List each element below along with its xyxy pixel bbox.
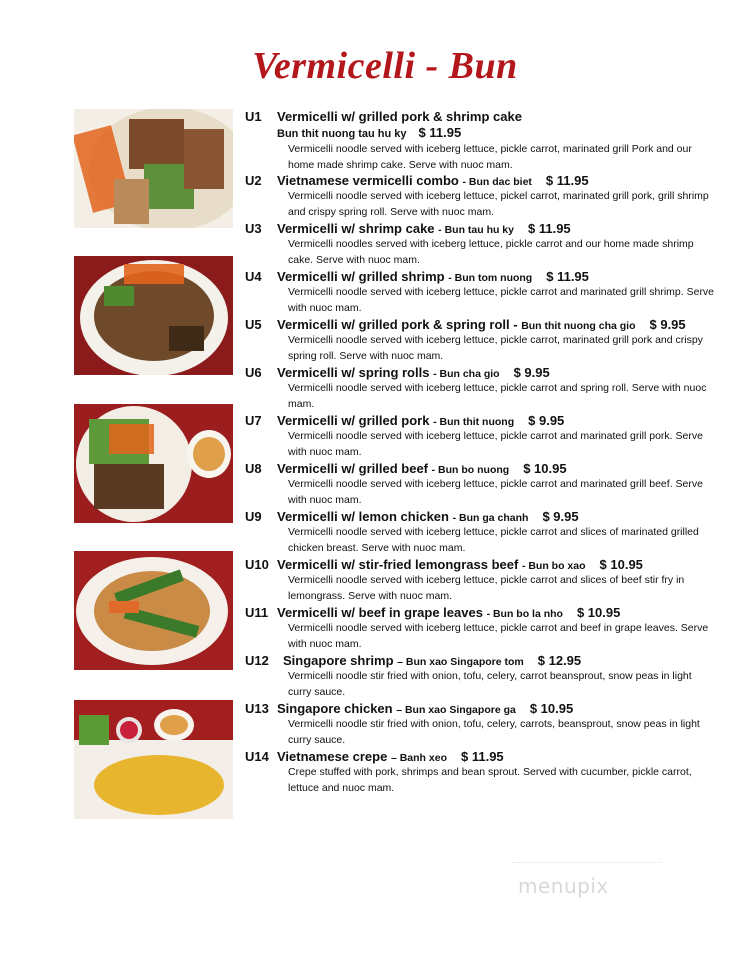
item-description: Vermicelli noodle served with iceberg lettuce, pickle carrot and marinated grill pork. Serve with nuoc mam. bbox=[288, 430, 703, 458]
item-code: U6 bbox=[245, 365, 262, 380]
item-name: Singapore shrimp bbox=[283, 653, 394, 668]
item-description: Vermicelli noodle served with iceberg lettuce, pickle carrot and marinated grill shrimp. Serve with nuoc mam. bbox=[288, 286, 715, 314]
item-name: Vermicelli w/ grilled shrimp bbox=[277, 269, 445, 284]
item-code: U12 bbox=[245, 653, 269, 668]
item-code: U3 bbox=[245, 221, 262, 236]
item-code: U7 bbox=[245, 413, 262, 428]
list-item bbox=[245, 317, 715, 365]
grilled-pork-bowl-photo bbox=[74, 404, 233, 523]
item-description: Vermicelli noodles served with iceberg lettuce, pickle carrot and our home made shrimp cake. Serve with nuoc mam. bbox=[288, 238, 694, 266]
item-description: Vermicelli noodle stir fried with onion, tofu, celery, carrot beansprout, snow peas in light curry sauce. bbox=[288, 670, 692, 698]
item-vietnamese-name: - Bun ga chanh bbox=[452, 512, 529, 524]
item-name: Vermicelli w/ stir-fried lemongrass beef bbox=[277, 557, 519, 572]
list-item bbox=[245, 221, 715, 269]
item-vietnamese-name: - Bun tau hu ky bbox=[438, 224, 514, 236]
item-code: U4 bbox=[245, 269, 262, 284]
item-name: Vermicelli w/ spring rolls bbox=[277, 365, 430, 380]
item-code: U14 bbox=[245, 749, 269, 764]
list-item bbox=[245, 653, 715, 701]
list-item bbox=[245, 269, 715, 317]
menupix-watermark: menupix bbox=[518, 874, 609, 898]
item-description: Vermicelli noodle served with iceberg lettuce, pickle carrot, marinated grill Pork and our home made shrimp cake. Serve with nuoc mam. bbox=[288, 143, 692, 171]
item-vietnamese-name: - Bun bo xao bbox=[521, 560, 586, 572]
list-item bbox=[245, 461, 715, 509]
item-name: Vermicelli w/ grilled pork & spring roll - bbox=[277, 317, 518, 332]
item-description: Vermicelli noodle served with iceberg lettuce, pickle carrot and beef in grape leaves. Serve with nuoc mam. bbox=[288, 622, 709, 650]
item-code: U13 bbox=[245, 701, 269, 716]
item-description: Vermicelli noodle served with iceberg lettuce, pickle carrot and slices of marinated grilled chicken breast. Serve with nuoc mam. bbox=[288, 526, 699, 554]
item-vietnamese-name: - Bun bo nuong bbox=[431, 464, 510, 476]
item-code: U10 bbox=[245, 557, 269, 572]
item-name: Vietnamese vermicelli combo bbox=[277, 173, 459, 188]
item-description: Vermicelli noodle served with iceberg lettuce, pickel carrot, marinated grill pork, grill shrimp and crispy spring roll. Serve with nuoc mam. bbox=[288, 190, 709, 218]
item-vietnamese-name: - Bun bo la nho bbox=[486, 608, 563, 620]
item-price: $ 11.95 bbox=[528, 221, 571, 236]
item-description: Vermicelli noodle served with iceberg lettuce, pickle carrot and marinated grill beef. Serve with nuoc mam. bbox=[288, 478, 703, 506]
watermark-divider bbox=[512, 862, 662, 863]
page-title: Vermicelli - Bun bbox=[252, 45, 518, 87]
item-description: Vermicelli noodle served with iceberg lettuce, pickle carrot, marinated grill pork and crispy spring roll. Serve with nuoc mam. bbox=[288, 334, 703, 362]
list-item bbox=[245, 749, 715, 797]
list-item bbox=[245, 605, 715, 653]
item-price: $ 10.95 bbox=[599, 557, 643, 572]
vietnamese-crepe-photo bbox=[74, 700, 233, 819]
list-item bbox=[245, 701, 715, 749]
list-item bbox=[245, 413, 715, 461]
item-name: Vermicelli w/ grilled pork & shrimp cake bbox=[277, 109, 522, 124]
menu-items bbox=[245, 109, 715, 797]
item-description: Vermicelli noodle stir fried with onion, tofu, celery, carrots, beansprout, snow peas in light curry sauce. bbox=[288, 718, 700, 746]
item-description: Vermicelli noodle served with iceberg lettuce, pickle carrot and spring roll. Serve with nuoc mam. bbox=[288, 382, 707, 410]
item-code: U9 bbox=[245, 509, 262, 524]
item-price: $ 9.95 bbox=[649, 317, 686, 332]
item-price: $ 10.95 bbox=[523, 461, 567, 476]
item-price: $ 9.95 bbox=[542, 509, 579, 524]
item-price: $ 11.95 bbox=[461, 749, 504, 764]
item-price: $ 10.95 bbox=[529, 701, 574, 716]
item-vietnamese-name: – Bun xao Singapore tom bbox=[397, 656, 524, 668]
grilled-shrimp-photo bbox=[74, 256, 233, 375]
item-price: $ 9.95 bbox=[528, 413, 565, 428]
list-item bbox=[245, 173, 715, 221]
grilled-pork-shrimp-cake-photo bbox=[74, 109, 233, 228]
item-vietnamese-name: - Bun tom nuong bbox=[448, 272, 533, 284]
item-vietnamese-name: - Bun thit nuong bbox=[433, 416, 515, 428]
item-vietnamese-name: Bun thit nuong tau hu ky bbox=[277, 128, 407, 140]
item-price: $ 9.95 bbox=[513, 365, 550, 380]
item-price: $ 12.95 bbox=[537, 653, 582, 668]
item-name: Vermicelli w/ grilled beef bbox=[277, 461, 429, 476]
item-description: Crepe stuffed with pork, shrimps and bean sprout. Served with cucumber, pickle carrot, lettuce and nuoc mam. bbox=[288, 766, 692, 794]
item-description: Vermicelli noodle served with iceberg lettuce, pickle carrot and slices of beef stir fry in lemongrass. Serve with nuoc mam. bbox=[288, 574, 685, 602]
item-name: Vermicelli w/ lemon chicken bbox=[277, 509, 449, 524]
item-name: Vermicelli w/ beef in grape leaves bbox=[277, 605, 483, 620]
stir-fried-beef-photo bbox=[74, 551, 233, 670]
item-name: Vermicelli w/ shrimp cake bbox=[277, 221, 435, 236]
list-item bbox=[245, 365, 715, 413]
item-price: $ 11.95 bbox=[418, 125, 462, 140]
item-price: $ 11.95 bbox=[546, 269, 589, 284]
item-code: U1 bbox=[245, 109, 262, 124]
item-name: Vietnamese crepe bbox=[277, 749, 388, 764]
list-item bbox=[245, 109, 715, 173]
item-code: U11 bbox=[245, 605, 269, 620]
item-name: Singapore chicken bbox=[277, 701, 393, 716]
item-code: U5 bbox=[245, 317, 262, 332]
item-vietnamese-name: - Bun cha gio bbox=[433, 368, 500, 380]
item-vietnamese-name: Bun thit nuong cha gio bbox=[521, 320, 636, 332]
item-price: $ 11.95 bbox=[545, 173, 589, 188]
item-vietnamese-name: – Bun xao Singapore ga bbox=[396, 704, 516, 716]
item-price: $ 10.95 bbox=[576, 605, 621, 620]
item-code: U2 bbox=[245, 173, 262, 188]
list-item bbox=[245, 509, 715, 557]
item-vietnamese-name: - Bun dac biet bbox=[462, 176, 532, 188]
item-code: U8 bbox=[245, 461, 262, 476]
list-item bbox=[245, 557, 715, 605]
item-vietnamese-name: – Banh xeo bbox=[390, 752, 447, 764]
item-name: Vermicelli w/ grilled pork bbox=[277, 413, 430, 428]
